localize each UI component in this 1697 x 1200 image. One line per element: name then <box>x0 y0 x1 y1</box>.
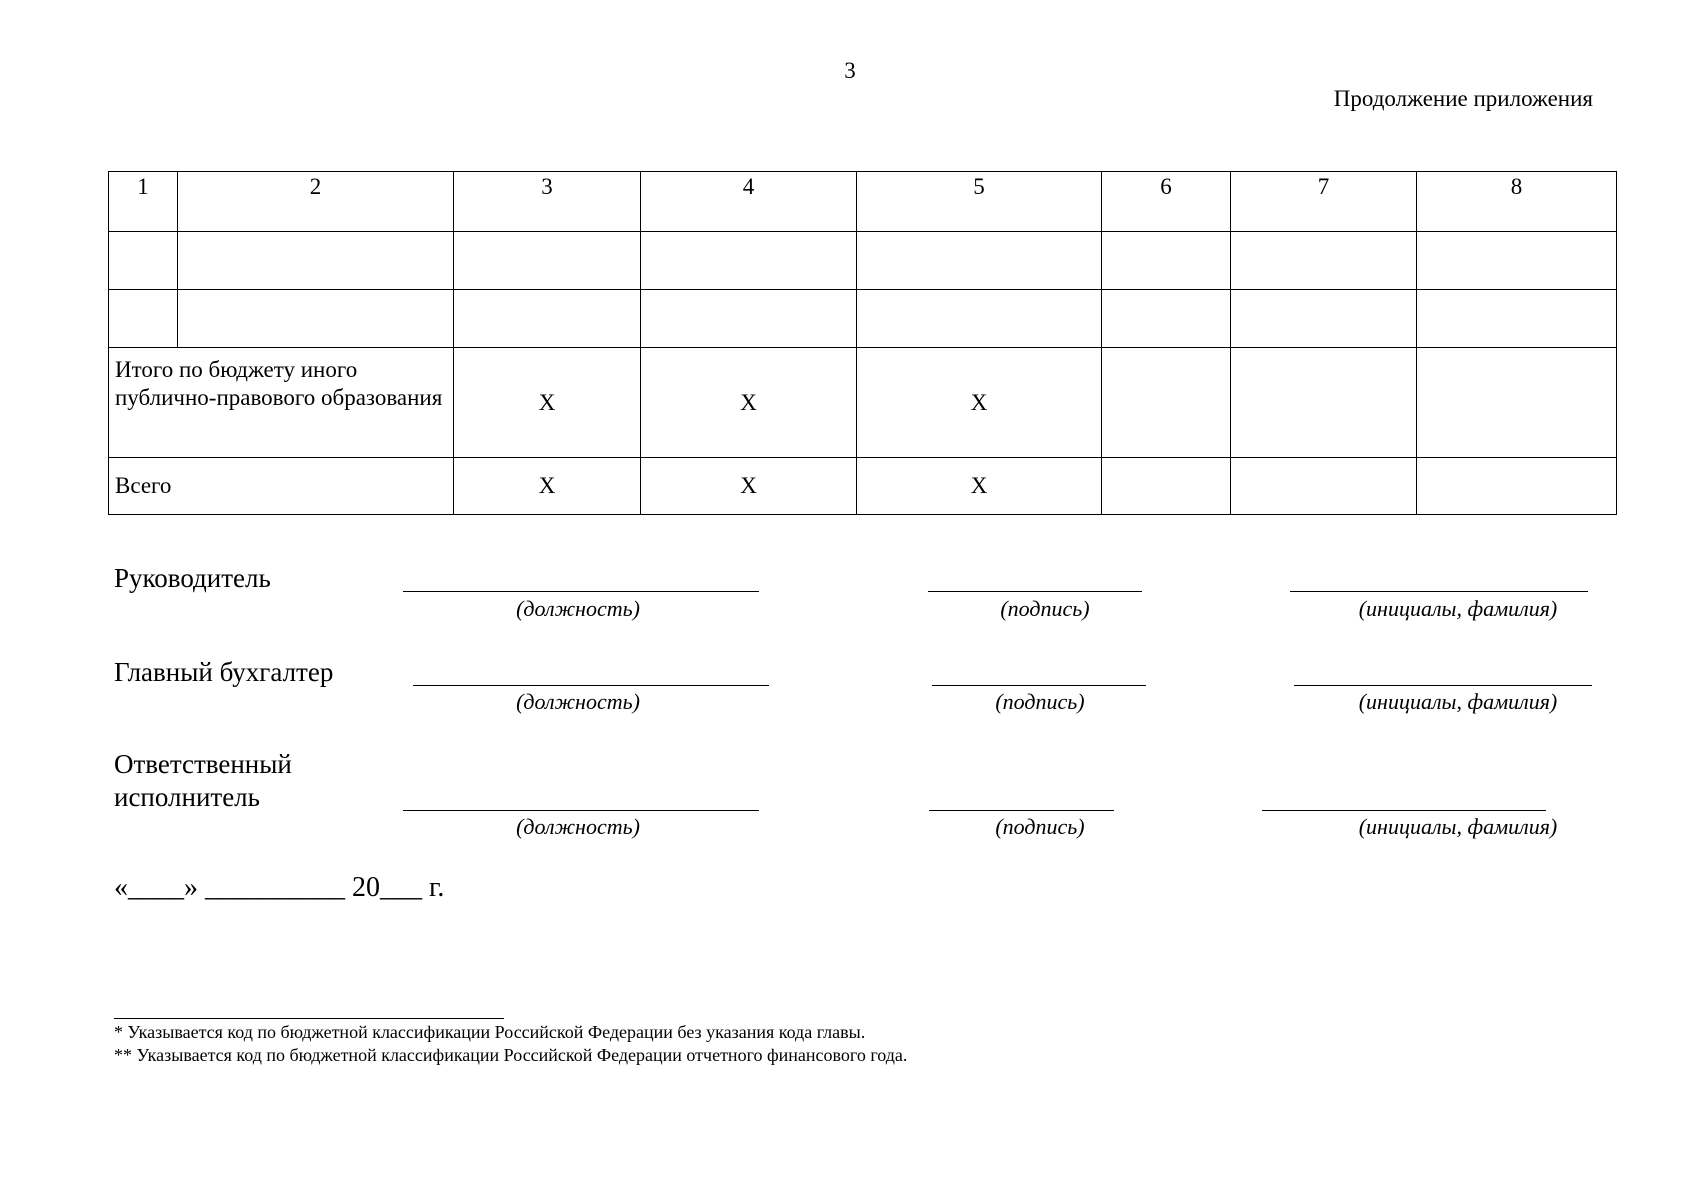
grand-total-cell: X <box>641 458 857 515</box>
signature-role-head: Руководитель <box>114 563 271 593</box>
page-number: 3 <box>844 58 856 83</box>
subtotal-row <box>109 348 1617 458</box>
column-number: 7 <box>1231 172 1417 232</box>
empty-cell <box>641 232 857 290</box>
grand-total-cell <box>1102 458 1231 515</box>
signature-line[interactable] <box>928 591 1142 592</box>
grand-total-cell <box>1417 458 1617 515</box>
grand-total-cell: X <box>454 458 641 515</box>
column-number: 8 <box>1417 172 1617 232</box>
name-caption: (инициалы, фамилия) <box>1358 596 1558 621</box>
subtotal-label: Итого по бюджету иного публично-правового образования <box>109 348 454 458</box>
signature-role-chief-accountant: Главный бухгалтер <box>114 657 334 687</box>
empty-row <box>109 290 1617 348</box>
column-number: 5 <box>857 172 1102 232</box>
position-caption: (должность) <box>516 689 640 714</box>
subtotal-cell: X <box>857 348 1102 458</box>
name-caption: (инициалы, фамилия) <box>1358 689 1558 714</box>
position-line[interactable] <box>403 591 759 592</box>
name-line[interactable] <box>1294 685 1592 686</box>
empty-cell <box>454 232 641 290</box>
empty-cell <box>109 232 178 290</box>
continuation-label: Продолжение приложения <box>1333 86 1593 111</box>
footnote-2: ** Указывается код по бюджетной классификации Российской Федерации отчетного финансового года. <box>114 1045 908 1065</box>
column-number: 2 <box>178 172 454 232</box>
signature-caption: (подпись) <box>995 814 1085 839</box>
signature-line[interactable] <box>932 685 1146 686</box>
grand-total-row <box>109 458 1617 515</box>
column-number: 3 <box>454 172 641 232</box>
grand-total-cell <box>1231 458 1417 515</box>
column-number: 4 <box>641 172 857 232</box>
signature-role-executor: Ответственный исполнитель <box>114 749 292 812</box>
subtotal-cell <box>1102 348 1231 458</box>
grand-total-cell: X <box>857 458 1102 515</box>
column-number-row <box>109 172 1617 232</box>
empty-cell <box>1231 232 1417 290</box>
date-line[interactable]: «____» __________ 20___ г. <box>114 872 445 903</box>
name-line[interactable] <box>1290 591 1588 592</box>
position-caption: (должность) <box>516 596 640 621</box>
grand-total-label: Всего <box>109 458 454 515</box>
name-line[interactable] <box>1262 810 1546 811</box>
position-line[interactable] <box>403 810 759 811</box>
empty-cell <box>454 290 641 348</box>
subtotal-cell <box>1231 348 1417 458</box>
empty-cell <box>109 290 178 348</box>
signature-caption: (подпись) <box>995 689 1085 714</box>
empty-cell <box>178 232 454 290</box>
empty-cell <box>1231 290 1417 348</box>
position-caption: (должность) <box>516 814 640 839</box>
signature-caption: (подпись) <box>1000 596 1090 621</box>
empty-cell <box>857 290 1102 348</box>
subtotal-cell: X <box>641 348 857 458</box>
name-caption: (инициалы, фамилия) <box>1358 814 1558 839</box>
empty-cell <box>1102 232 1231 290</box>
column-number: 1 <box>109 172 178 232</box>
empty-cell <box>857 232 1102 290</box>
report-table <box>108 171 1617 515</box>
column-number: 6 <box>1102 172 1231 232</box>
position-line[interactable] <box>413 685 769 686</box>
empty-cell <box>1417 232 1617 290</box>
empty-cell <box>178 290 454 348</box>
subtotal-cell: X <box>454 348 641 458</box>
subtotal-cell <box>1417 348 1617 458</box>
signature-line[interactable] <box>929 810 1114 811</box>
footnote-1: * Указывается код по бюджетной классификации Российской Федерации без указания кода главы. <box>114 1022 866 1042</box>
empty-row <box>109 232 1617 290</box>
empty-cell <box>1102 290 1231 348</box>
empty-cell <box>1417 290 1617 348</box>
footnote-separator <box>114 1018 504 1019</box>
empty-cell <box>641 290 857 348</box>
